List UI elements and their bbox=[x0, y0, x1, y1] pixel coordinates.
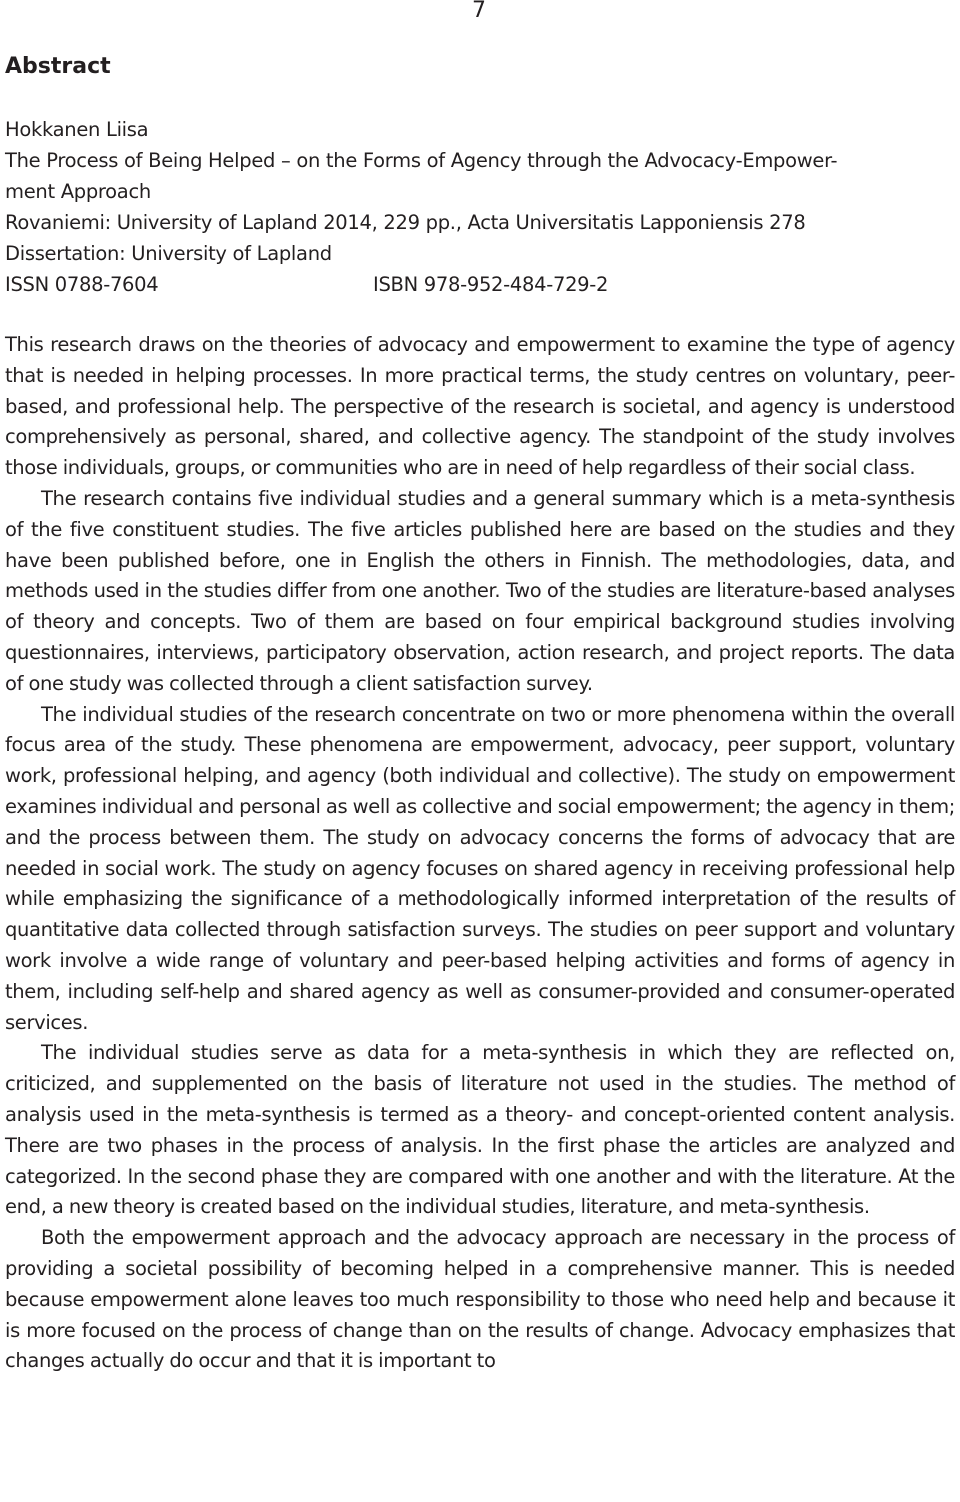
issn-number: ISSN 0788-7604 bbox=[5, 273, 159, 296]
thesis-title-line-1: The Process of Being Helped – on the Forms of Agency through the Advocacy-Empower- bbox=[5, 149, 838, 172]
abstract-paragraph-2: The research contains five individual studies and a general summary which is a meta-synthesis of the five constituent studies. The five articles published here are based on the studies and they have been published before, one in English the others in Finnish. The methodologies, data, and methods used in the studies differ from one another. Two of the studies are literature-based analyses of theory and concepts. Two of them are based on four empirical background studies involving questionnaires, interviews, participatory observation, action research, and project reports. The data of one study was collected through a client satisfaction survey. bbox=[5, 486, 955, 695]
bibliographic-info bbox=[5, 114, 955, 300]
publisher-info: Rovaniemi: University of Lapland 2014, 229 pp., Acta Universitatis Lapponiensis 278 bbox=[5, 211, 806, 234]
thesis-title-line-2: ment Approach bbox=[5, 180, 151, 203]
abstract-body bbox=[5, 330, 955, 1377]
page-number: 7 bbox=[472, 0, 486, 23]
dissertation-info: Dissertation: University of Lapland bbox=[5, 242, 332, 265]
isbn-number: ISBN 978-952-484-729-2 bbox=[373, 273, 609, 296]
author-name: Hokkanen Liisa bbox=[5, 118, 149, 141]
abstract-paragraph-5: Both the empowerment approach and the advocacy approach are necessary in the process of providing a societal possibility of becoming helped in a comprehensive manner. This is needed because empowerment alone leaves too much responsibility to those who need help and because it is more focused on the process of change than on the results of change. Advocacy emphasizes that changes actually do occur and that it is important to bbox=[5, 1226, 955, 1373]
abstract-paragraph-4: The individual studies serve as data for a meta-synthesis in which they are reflected on, criticized, and supplemented on the basis of literature not used in the studies. The method of analysis used in the meta-synthesis is termed as a theory- and concept-oriented content analysis. There are two phases in the process of analysis. In the first phase the articles are analyzed and categorized. In the second phase they are compared with one another and with the literature. At the end, a new theory is created based on the individual studies, literature, and meta-synthesis. bbox=[5, 1041, 955, 1219]
abstract-heading: Abstract bbox=[5, 54, 111, 79]
abstract-paragraph-1: This research draws on the theories of advocacy and empowerment to examine the type of agency that is needed in helping processes. In more practical terms, the study centres on voluntary, peer-based, and professional help. The perspective of the research is societal, and agency is understood comprehensively as personal, shared, and collective agency. The standpoint of the study involves those individuals, groups, or communities who are in need of help regardless of their social class. bbox=[5, 333, 955, 480]
abstract-paragraph-3: The individual studies of the research concentrate on two or more phenomena within the overall focus area of the study. These phenomena are empowerment, advocacy, peer support, voluntary work, professional helping, and agency (both individual and collective). The study on empowerment examines individual and personal as well as collective and social empowerment; the agency in them; and the process between them. The study on advocacy concerns the forms of advocacy that are needed in social work. The study on agency focuses on shared agency in receiving professional help while emphasizing the significance of a methodologically informed interpretation of the results of quantitative data collected through satisfaction surveys. The studies on peer support and voluntary work involve a wide range of voluntary and peer-based helping activities and forms of agency in them, including self-help and shared agency as well as consumer-provided and consumer-operated services. bbox=[5, 702, 955, 1034]
identifier-row bbox=[5, 269, 955, 300]
